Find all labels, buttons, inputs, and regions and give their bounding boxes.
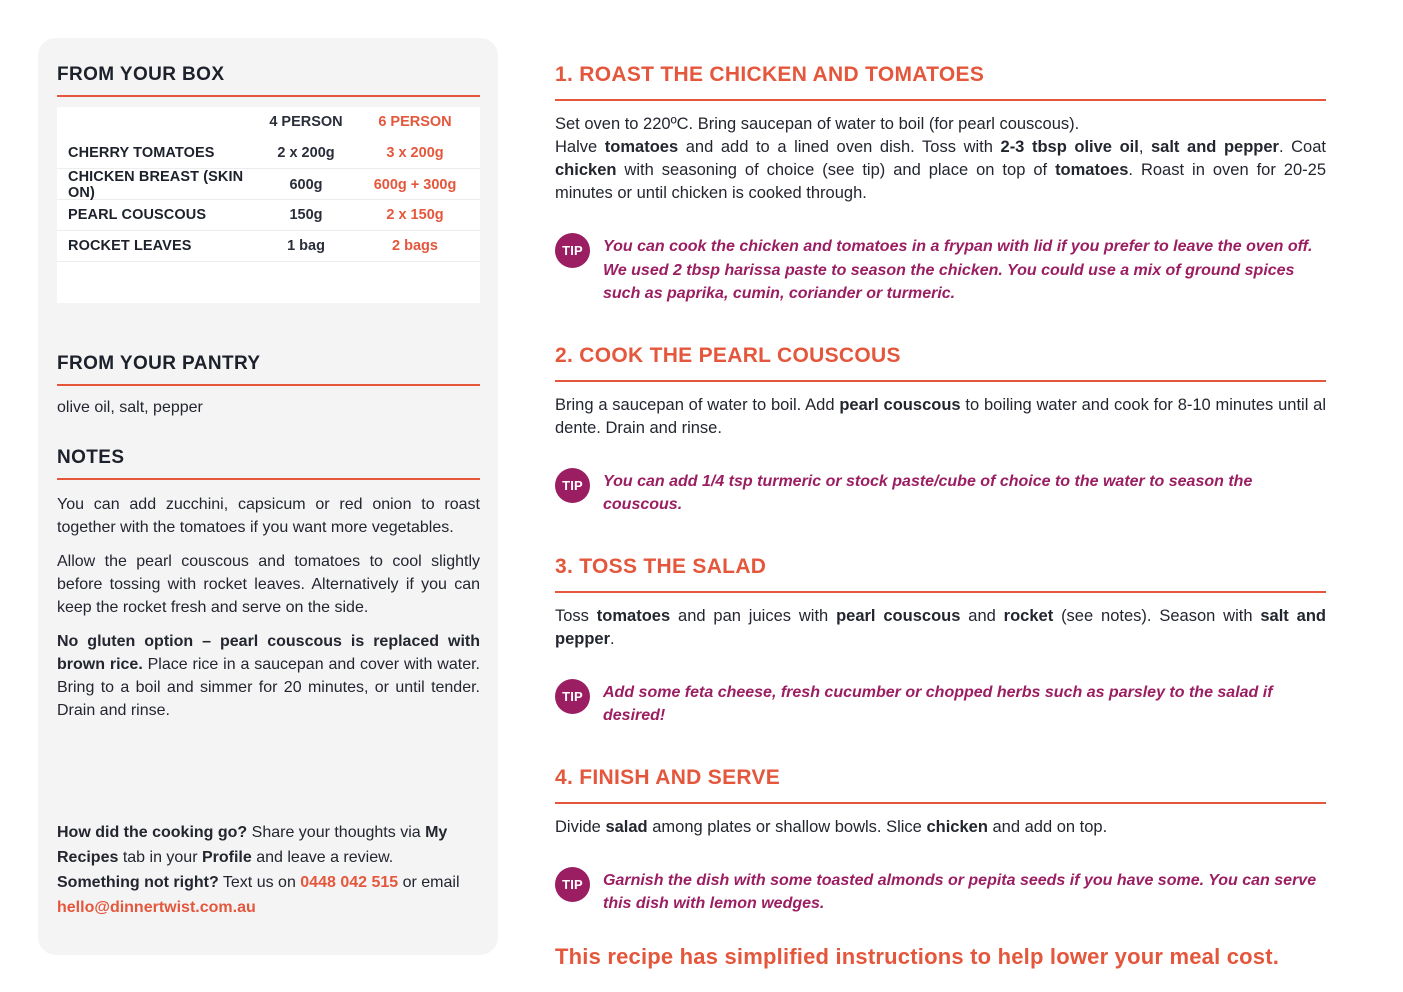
tip-badge: TIP	[555, 679, 590, 714]
step-section	[555, 766, 1326, 916]
text-segment: .	[610, 629, 615, 648]
text-segment: (see notes). Season with	[1053, 606, 1261, 625]
qty-6-person: 2 x 150g	[386, 207, 444, 223]
step-instruction-line	[555, 113, 1326, 136]
text-segment: . Roast in oven for 20-25 minutes or until chicken is cooked through.	[555, 161, 1326, 202]
text-segment: Divide	[555, 817, 606, 836]
step-body	[555, 394, 1326, 440]
text-segment: rocket	[1003, 606, 1054, 625]
text-segment: My Recipes	[57, 824, 448, 866]
steps	[555, 63, 1326, 916]
text-segment: or email	[398, 874, 460, 891]
qty-6-person: 600g + 300g	[373, 177, 457, 193]
qty-4-person: 2 x 200g	[277, 144, 335, 161]
table-header-row	[57, 107, 480, 137]
tip-badge: TIP	[555, 867, 590, 902]
ingredients-table	[57, 107, 480, 303]
qty-4-person: 150g	[289, 207, 323, 223]
table-rows	[57, 137, 480, 261]
text-segment: and	[960, 606, 1004, 625]
ingredient-name: CHERRY TOMATOES	[68, 144, 215, 161]
text-segment: tomatoes	[1055, 161, 1129, 179]
text-segment: and add to a lined oven dish. Toss with	[678, 138, 1001, 156]
text-segment: Place rice in a saucepan and cover with water. Bring to a boil and simmer for 20 minutes, or until tender. Drain and rinse.	[57, 656, 480, 719]
step-instruction-line	[555, 816, 1326, 839]
step-title: 3. TOSS THE SALAD	[555, 555, 1326, 593]
notes-paragraphs	[57, 493, 480, 722]
qty-6-person: 2 bags	[392, 238, 438, 254]
tip-callout	[555, 233, 1326, 306]
text-segment: pearl couscous	[839, 395, 961, 414]
text-segment: Profile	[201, 849, 252, 866]
text-segment: . Coat	[1278, 138, 1326, 156]
text-segment: tab in your	[118, 849, 202, 866]
step-body	[555, 816, 1326, 839]
step-body	[555, 605, 1326, 651]
sidebar	[38, 38, 498, 955]
text-segment: chicken	[555, 161, 617, 179]
note-paragraph	[57, 550, 480, 619]
step-section	[555, 63, 1326, 306]
table-empty-row	[57, 261, 480, 303]
ingredient-name: CHICKEN BREAST (SKIN ON)	[68, 169, 244, 201]
qty-4-person: 600g	[289, 177, 323, 193]
note-paragraph	[57, 493, 480, 539]
text-segment: and leave a review.	[251, 849, 394, 866]
col-header-4-person: 4 PERSON	[269, 114, 343, 130]
step-section	[555, 344, 1326, 517]
step-body	[555, 113, 1326, 205]
text-segment: salt and pepper	[555, 606, 1327, 648]
table-row	[57, 137, 480, 168]
text-segment: Allow the pearl couscous and tomatoes to cool slightly before tossing with rocket leaves. Alternatively if you can keep the rocket fresh and serve on the side.	[57, 553, 480, 616]
text-segment: Text us on	[218, 874, 301, 891]
text-segment: Something not right?	[57, 874, 219, 891]
table-row	[57, 230, 480, 261]
ingredient-name: ROCKET LEAVES	[68, 238, 192, 254]
text-segment: Bring a saucepan of water to boil. Add	[555, 395, 840, 414]
text-segment: tomatoes	[596, 606, 671, 625]
tip-callout	[555, 679, 1326, 728]
tip-badge: TIP	[555, 233, 590, 268]
phone-link[interactable]: 0448 042 515	[300, 874, 399, 891]
pantry-section-title: FROM YOUR PANTRY	[57, 353, 480, 386]
col-header-6-person: 6 PERSON	[378, 114, 452, 130]
step-instruction-line	[555, 394, 1326, 440]
notes-section-title: NOTES	[57, 447, 480, 480]
text-segment: and add on top.	[987, 817, 1108, 836]
text-segment: salad	[605, 817, 648, 836]
step-instruction-line	[555, 605, 1326, 651]
text-segment: Halve	[555, 138, 605, 156]
tip-badge: TIP	[555, 468, 590, 503]
text-segment: chicken	[926, 817, 988, 836]
text-segment: ,	[1138, 138, 1151, 156]
step-title: 4. FINISH AND SERVE	[555, 766, 1326, 804]
text-segment: No gluten option – pearl couscous is replaced with brown rice.	[57, 633, 480, 673]
text-segment: with seasoning of choice (see tip) and place on top of	[616, 161, 1056, 179]
text-segment: Toss	[555, 606, 597, 625]
qty-4-person: 1 bag	[287, 238, 325, 254]
feedback-review-text	[57, 820, 480, 870]
text-segment: among plates or shallow bowls. Slice	[647, 817, 927, 836]
text-segment: 2-3 tbsp olive oil	[1000, 138, 1139, 156]
table-row	[57, 199, 480, 230]
step-instruction-line	[555, 136, 1326, 205]
table-row	[57, 168, 480, 199]
instructions-column	[555, 38, 1326, 970]
text-segment: to boiling water and cook for 8-10 minutes until al dente. Drain and rinse.	[555, 395, 1327, 437]
text-segment: Share your thoughts via	[247, 824, 426, 841]
email-link[interactable]: hello@dinnertwist.com.au	[57, 899, 256, 916]
simplified-instructions-note: This recipe has simplified instructions to help lower your meal cost.	[555, 943, 1280, 969]
text-segment: pearl couscous	[836, 606, 961, 625]
ingredient-name: PEARL COUSCOUS	[68, 207, 207, 223]
tip-text: Garnish the dish with some toasted almonds or pepita seeds if you have some. You can serve this dish with lemon wedges.	[603, 871, 1317, 912]
note-paragraph	[57, 630, 480, 722]
text-segment: tomatoes	[604, 138, 679, 156]
box-section-title: FROM YOUR BOX	[57, 64, 480, 97]
text-segment: Set oven to 220ºC. Bring saucepan of water to boil (for pearl couscous).	[555, 115, 1080, 133]
pantry-items: olive oil, salt, pepper	[57, 399, 203, 416]
tip-text: You can add 1/4 tsp turmeric or stock paste/cube of choice to the water to season the couscous.	[603, 472, 1253, 513]
text-segment: How did the cooking go?	[57, 824, 248, 841]
tip-callout	[555, 468, 1326, 517]
step-title: 1. ROAST THE CHICKEN AND TOMATOES	[555, 63, 1326, 101]
step-section	[555, 555, 1326, 728]
tip-text: You can cook the chicken and tomatoes in a frypan with lid if you prefer to leave the oven off. We used 2 tbsp harissa paste to season the chicken. You could use a mix of ground spices such as paprika, cumin, coriander or turmeric.	[603, 238, 1313, 302]
qty-6-person: 3 x 200g	[386, 144, 444, 161]
feedback-block	[57, 820, 480, 920]
text-segment: salt and pepper	[1151, 138, 1279, 156]
text-segment: You can add zucchini, capsicum or red onion to roast together with the tomatoes if you want more vegetables.	[57, 496, 480, 536]
feedback-contact-text	[57, 870, 480, 920]
text-segment: and pan juices with	[670, 606, 837, 625]
tip-callout	[555, 867, 1326, 916]
tip-text: Add some feta cheese, fresh cucumber or chopped herbs such as parsley to the salad if desired!	[603, 683, 1273, 724]
step-title: 2. COOK THE PEARL COUSCOUS	[555, 344, 1326, 382]
